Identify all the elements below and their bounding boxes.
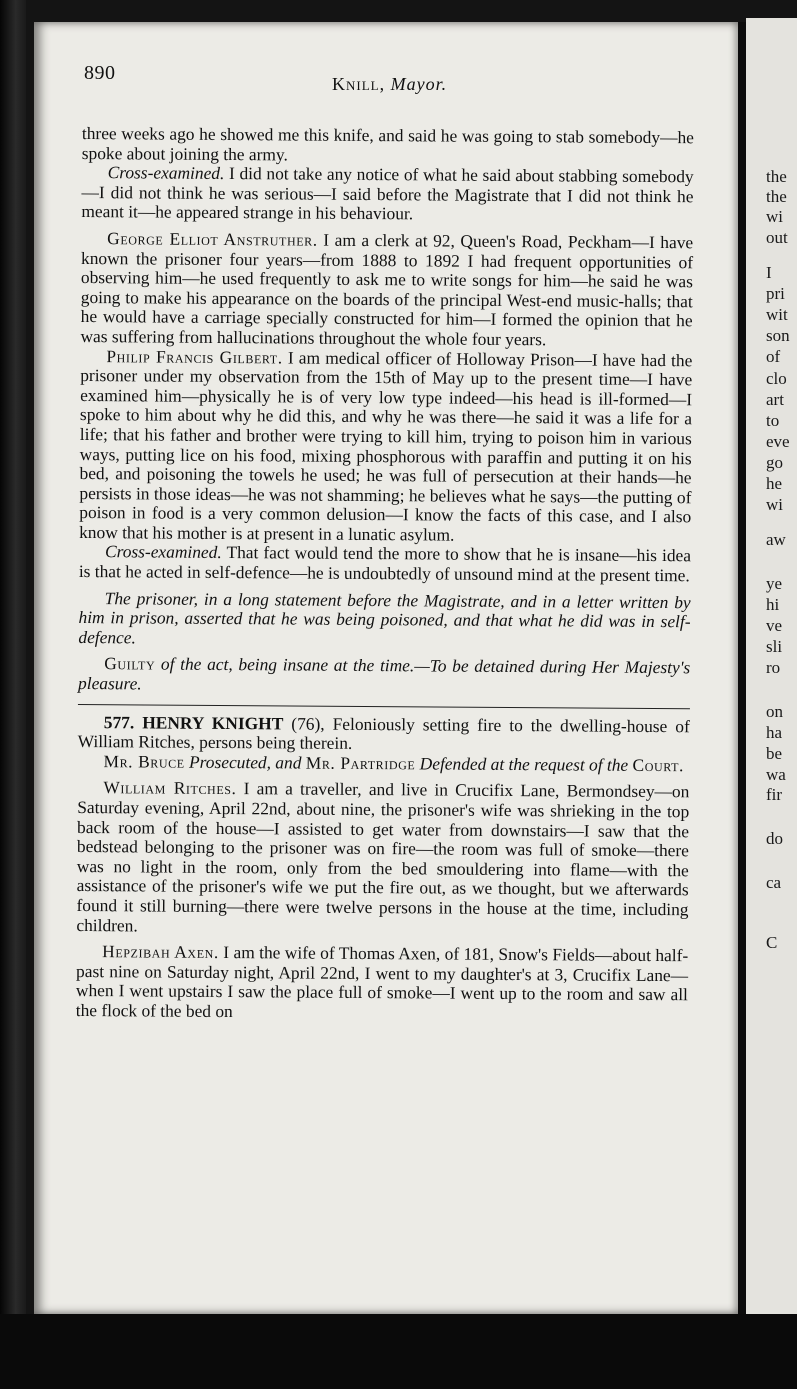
adjacent-page-fragment: the bbox=[766, 167, 787, 186]
adjacent-page-fragment: do bbox=[766, 829, 783, 848]
adjacent-page-fragment: ha bbox=[766, 723, 783, 742]
adjacent-page-fragment: wi bbox=[766, 207, 783, 226]
paragraph-text: I am a traveller, and live in Crucifix Lane, Bermondsey—on Saturday evening, April 22nd, about nine, the prisoner's wife was shrieking in the top back room of the house—I assisted to get water from downstairs—I saw that the bedstead belonging to the prisoner was on fire—the room was full of smoke—there was no light in the room, only from the bed smouldering into flame—with the assistance of the prisoner's wife we put the fire out, as we thought, but we afterwards found it still burning—there were twelve persons in the house at the time, including children. bbox=[76, 778, 690, 935]
adjacent-page-fragment: out bbox=[766, 228, 788, 247]
paragraph-text: I am a clerk at 92, Queen's Road, Peckham—I have known the prisoner four years—from 1888 to 1892 I had frequent opportunities of observing him—he used frequently to ask me to write songs for him—he said he was going to make his appearance on the boards of the principal West-end music-halls; that he would have a carriage specially constructed for him—I formed the opinion that he was suffering from hallucinations throughout the whole four years. bbox=[80, 229, 694, 350]
charge-text: Feloniously setting fire to the dwelling-house of William Ritches, persons being therein. bbox=[77, 713, 690, 754]
page-gutter bbox=[738, 22, 746, 1314]
adjacent-page-fragment: ca bbox=[766, 873, 782, 892]
paragraph-gilbert bbox=[79, 347, 692, 547]
paragraph-cross-examined-2 bbox=[79, 542, 691, 585]
adjacent-page-fragment: sli bbox=[766, 637, 783, 656]
paragraph-text: I am medical officer of Holloway Prison—I have had the prisoner under my observation from the 15th of May up to the present time—I have examined him—physically he is of very low type indeed—his head is ill-formed—I spoke to him about why he did this, and why he was there—he said it was a life for a life; that his father and brother were trying to kill him, trying to poison him in various ways, putting lice on his food, mixing phosphorous with paraffin and putting it on his bed, and poisoning the towels he used; he was full of persecution at their hands—he persists in those ideas—he was not shamming; he believes what he says—the putting of poison in food is a very common delusion—I know the facts of this case, and I also know that his mother is at present in a lunatic asylum. bbox=[79, 346, 693, 545]
paragraph-anstruther bbox=[80, 229, 693, 351]
cross-examined-label: Cross-examined. bbox=[104, 541, 222, 563]
page-number: 890 bbox=[84, 62, 116, 84]
adjacent-page-fragment: ro bbox=[766, 658, 781, 677]
adjacent-page-fragment: eve bbox=[766, 432, 790, 451]
adjacent-page-fragment: pri bbox=[766, 284, 785, 303]
verdict-label: Guilty bbox=[104, 653, 156, 674]
running-head-title: Mayor. bbox=[390, 74, 448, 94]
running-head-name: Knill, bbox=[332, 74, 386, 94]
paragraph-axen bbox=[76, 942, 689, 1025]
defence-counsel: Mr. Partridge bbox=[305, 752, 416, 774]
adjacent-page-fragment: be bbox=[766, 744, 783, 763]
witness-name: Philip Francis Gilbert. bbox=[106, 345, 283, 367]
adjacent-page-fragment: I bbox=[766, 263, 772, 282]
adjacent-page-fragment: clo bbox=[766, 369, 787, 388]
paragraph-text: I did not take any notice of what he said about stabbing somebody—I did not think he was serious—I said before the Magistrate that I did not think he meant it—he appeared strange in his behaviour. bbox=[81, 163, 694, 224]
section-divider bbox=[78, 704, 690, 709]
paragraph-verdict bbox=[78, 654, 690, 697]
adjacent-page-fragment: go bbox=[766, 453, 783, 472]
adjacent-page-fragment: art bbox=[766, 390, 784, 409]
adjacent-page-fragment: son bbox=[766, 326, 790, 345]
defendant-age: (76), bbox=[291, 713, 325, 734]
adjacent-page-fragment: the bbox=[766, 187, 787, 206]
adjacent-page-fragment: fir bbox=[766, 785, 783, 804]
adjacent-page-fragment: ye bbox=[766, 574, 783, 593]
adjacent-page-fragment: hi bbox=[766, 595, 780, 614]
case-number: 577. bbox=[103, 711, 135, 733]
adjacent-page-fragment: wa bbox=[766, 765, 786, 784]
adjacent-page-fragment: aw bbox=[766, 530, 786, 549]
page-body bbox=[76, 124, 694, 1025]
witness-name: George Elliot Anstruther. bbox=[107, 228, 318, 250]
defendant-name: HENRY KNIGHT bbox=[142, 712, 284, 734]
paragraph-text: That fact would tend the more to show that he is insane—his idea is that he acted in self-defence—he is undoubtedly of unsound mind at the present time. bbox=[78, 542, 692, 586]
book-binding-edge bbox=[0, 0, 26, 1389]
witness-name: William Ritches. bbox=[103, 777, 237, 799]
counsel-line bbox=[77, 752, 689, 776]
scan-bottom-border bbox=[0, 1314, 797, 1389]
paragraph-continuation: three weeks ago he showed me this knife, and said he was going to stab somebody—he spoke about joining the army. bbox=[81, 123, 694, 165]
prosecution-counsel: Mr. Bruce bbox=[103, 750, 185, 772]
adjacent-page-edge bbox=[746, 18, 797, 1314]
paragraph-text: I am the wife of Thomas Axen, of 181, Snow's Fields—about half-past nine on Saturday night, April 22nd, I went to my daughter's at 3, Crucifix Lane—when I went upstairs I saw the place full of smoke—I went up to the room and saw all the flock of the bed on bbox=[75, 942, 689, 1022]
verdict-text: of the act, being insane at the time.—To be detained during Her Majesty's pleasure. bbox=[78, 653, 691, 694]
adjacent-page-fragment: on bbox=[766, 702, 783, 721]
counsel-text: Defended at the request of the bbox=[415, 753, 633, 775]
adjacent-page-fragment: wit bbox=[766, 305, 788, 324]
paragraph-prisoner-statement: The prisoner, in a long statement before the Magistrate, and in a letter written by him in prison, asserted that he was being poisoned, and that what he did was in self-defence. bbox=[78, 587, 691, 648]
witness-name: Hepzibah Axen. bbox=[102, 941, 219, 963]
counsel-text: Prosecuted, and bbox=[184, 751, 306, 773]
adjacent-page-fragment: of bbox=[766, 347, 781, 366]
court-label: Court. bbox=[632, 754, 685, 776]
paragraph-cross-examined-1 bbox=[81, 163, 693, 226]
adjacent-page-fragment: he bbox=[766, 474, 783, 493]
adjacent-page-fragment: C bbox=[766, 933, 778, 952]
page-header bbox=[84, 62, 684, 102]
cross-examined-label: Cross-examined. bbox=[107, 162, 225, 184]
running-head bbox=[332, 74, 447, 95]
adjacent-page-fragment: wi bbox=[766, 495, 783, 514]
case-heading bbox=[78, 713, 690, 756]
adjacent-page-fragment: ve bbox=[766, 616, 783, 635]
adjacent-page-fragment: to bbox=[766, 411, 780, 430]
paragraph-ritches bbox=[76, 778, 689, 939]
